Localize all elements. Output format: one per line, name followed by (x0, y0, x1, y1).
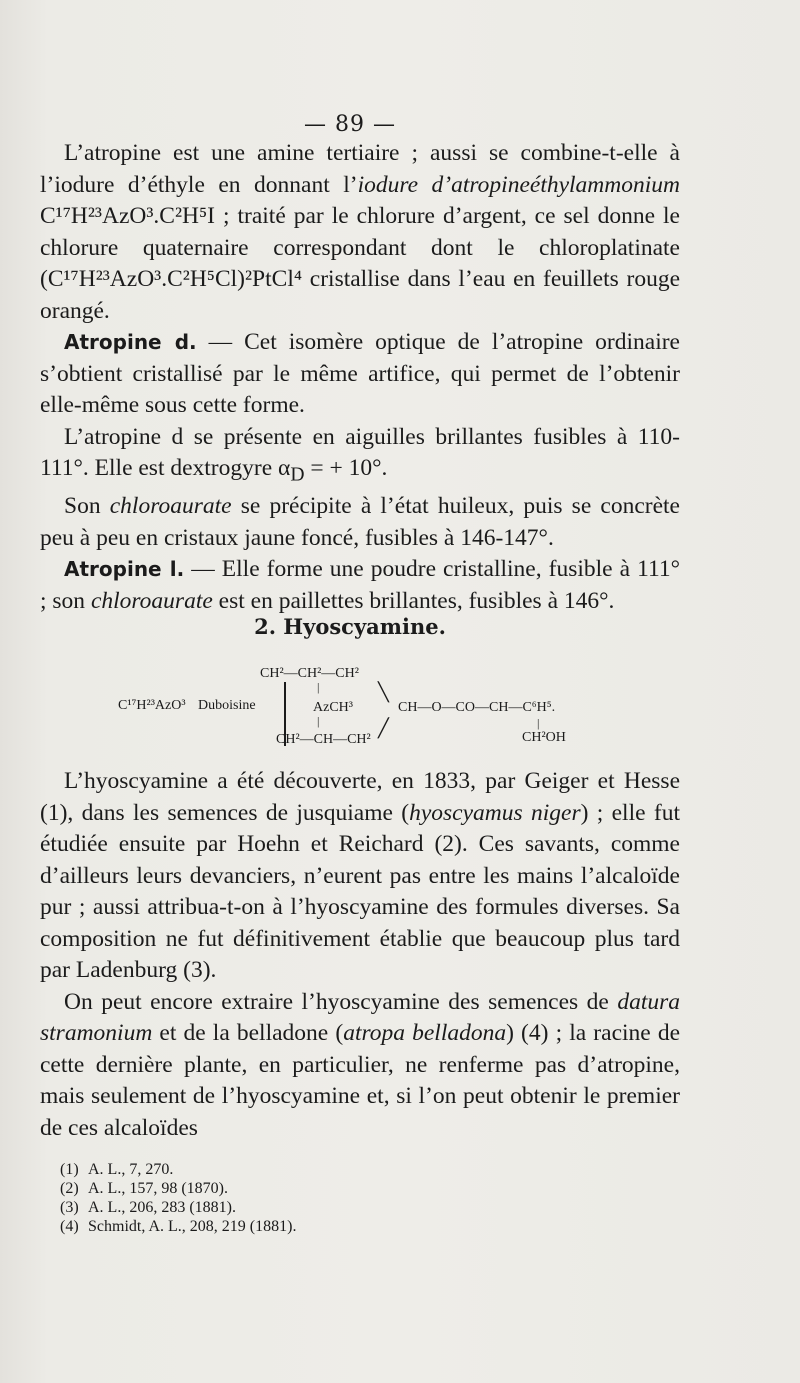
formula-right: CH—O—CO—CH—C⁶H⁵. (398, 700, 556, 715)
heading-atropine-d: Atropine d. (64, 330, 197, 354)
formula-left-name: Duboisine (198, 698, 256, 713)
footnote: (2) A. L., 157, 98 (1870). (60, 1180, 228, 1197)
formula-middle: AzCH³ (313, 700, 353, 715)
footnotes (60, 1160, 660, 1236)
bond-right: | (537, 716, 540, 730)
bond-bottom: | (317, 714, 320, 728)
paragraph-discovery: L’hyoscyamine a été découverte, en 1833, par Geiger et Hesse (1), dans les semences de jusquiame (hyoscyamus niger) ; elle fut étudiée ensuite par Hoehn et Reichard (2). Ces savants, comme d’ailleurs leurs devanciers, n’eurent pas entre les mains l’alcaloïde pur ; aussi attribua-t-on à l’hyoscyamine des formules diverses. Sa composition ne fut définitivement établie que beaucoup plus tard par Ladenburg (3). (40, 768, 680, 983)
section-title: 2. Hyoscyamine. (254, 614, 446, 639)
structural-formula (0, 664, 800, 760)
body-text-top (40, 138, 680, 617)
bond-diag-top: ╲ (378, 682, 389, 702)
formula-bottom: CH²—CH—CH² (276, 732, 371, 747)
footnote: (3) A. L., 206, 283 (1881). (60, 1199, 236, 1216)
footnote: (1) A. L., 7, 270. (60, 1161, 174, 1178)
paragraph-extraction: On peut encore extraire l’hyoscyamine des semences de datura stramonium et de la belladone (atropa belladona) (4) ; la racine de cette dernière plante, en particulier, ne renferme pas d’atropine, mais seulement de l’hyoscyamine et, si l’on peut obtenir le premier de ces alcaloïdes (40, 988, 681, 1141)
paragraph-iodide: L’atropine est une amine tertiaire ; aussi se combine-t-elle à l’iodure d’éthyle en donnant l’iodure d’atropineéthylammonium C¹⁷H²³AzO³.C²H⁵I ; traité par le chlorure d’argent, ce sel donne le chlorure quaternaire correspondant dont le chloroplatinate (C¹⁷H²³AzO³.C²H⁵Cl)²PtCl⁴ cristallise dans l’eau en feuillets rouge orangé. (40, 140, 680, 324)
formula-right-bottom: CH²OH (522, 730, 566, 745)
paragraph-chloroaurate: Son chloroaurate se précipite à l’état huileux, puis se concrète peu à peu en cristaux jaune foncé, fusibles à 146-147°. (40, 493, 680, 551)
bond-diag-bottom: ╱ (378, 718, 389, 738)
paragraph-atropine-d-props: L’atropine d se présente en aiguilles brillantes fusibles à 110-111°. Elle est dextrogyre $\alpha_D$ = + 10°. (40, 423, 680, 486)
formula-left-formula: C¹⁷H²³AzO³ (118, 698, 186, 713)
heading-atropine-l: Atropine l. (64, 557, 185, 582)
paragraph-atropine-d: Atropine d. — Cet isomère optique de l’atropine ordinaire s’obtient cristallisé par le même artifice, qui permet de l’obtenir elle-même sous cette forme. (40, 329, 680, 418)
formula-top: CH²—CH²—CH² (260, 666, 359, 681)
paragraph-atropine-l: Atropine l. — Elle forme une poudre cristalline, fusible à 111° ; son chloroaurate est en paillettes brillantes, fusibles à 146°. (40, 556, 680, 614)
bond-top: | (317, 680, 320, 694)
page-number: — 89 — (304, 112, 396, 137)
italic-term: iodure d’atropineéthylammonium (357, 171, 680, 198)
footnote: (4) Schmidt, A. L., 208, 219 (1881). (60, 1218, 297, 1235)
body-text-bottom (40, 766, 680, 1144)
